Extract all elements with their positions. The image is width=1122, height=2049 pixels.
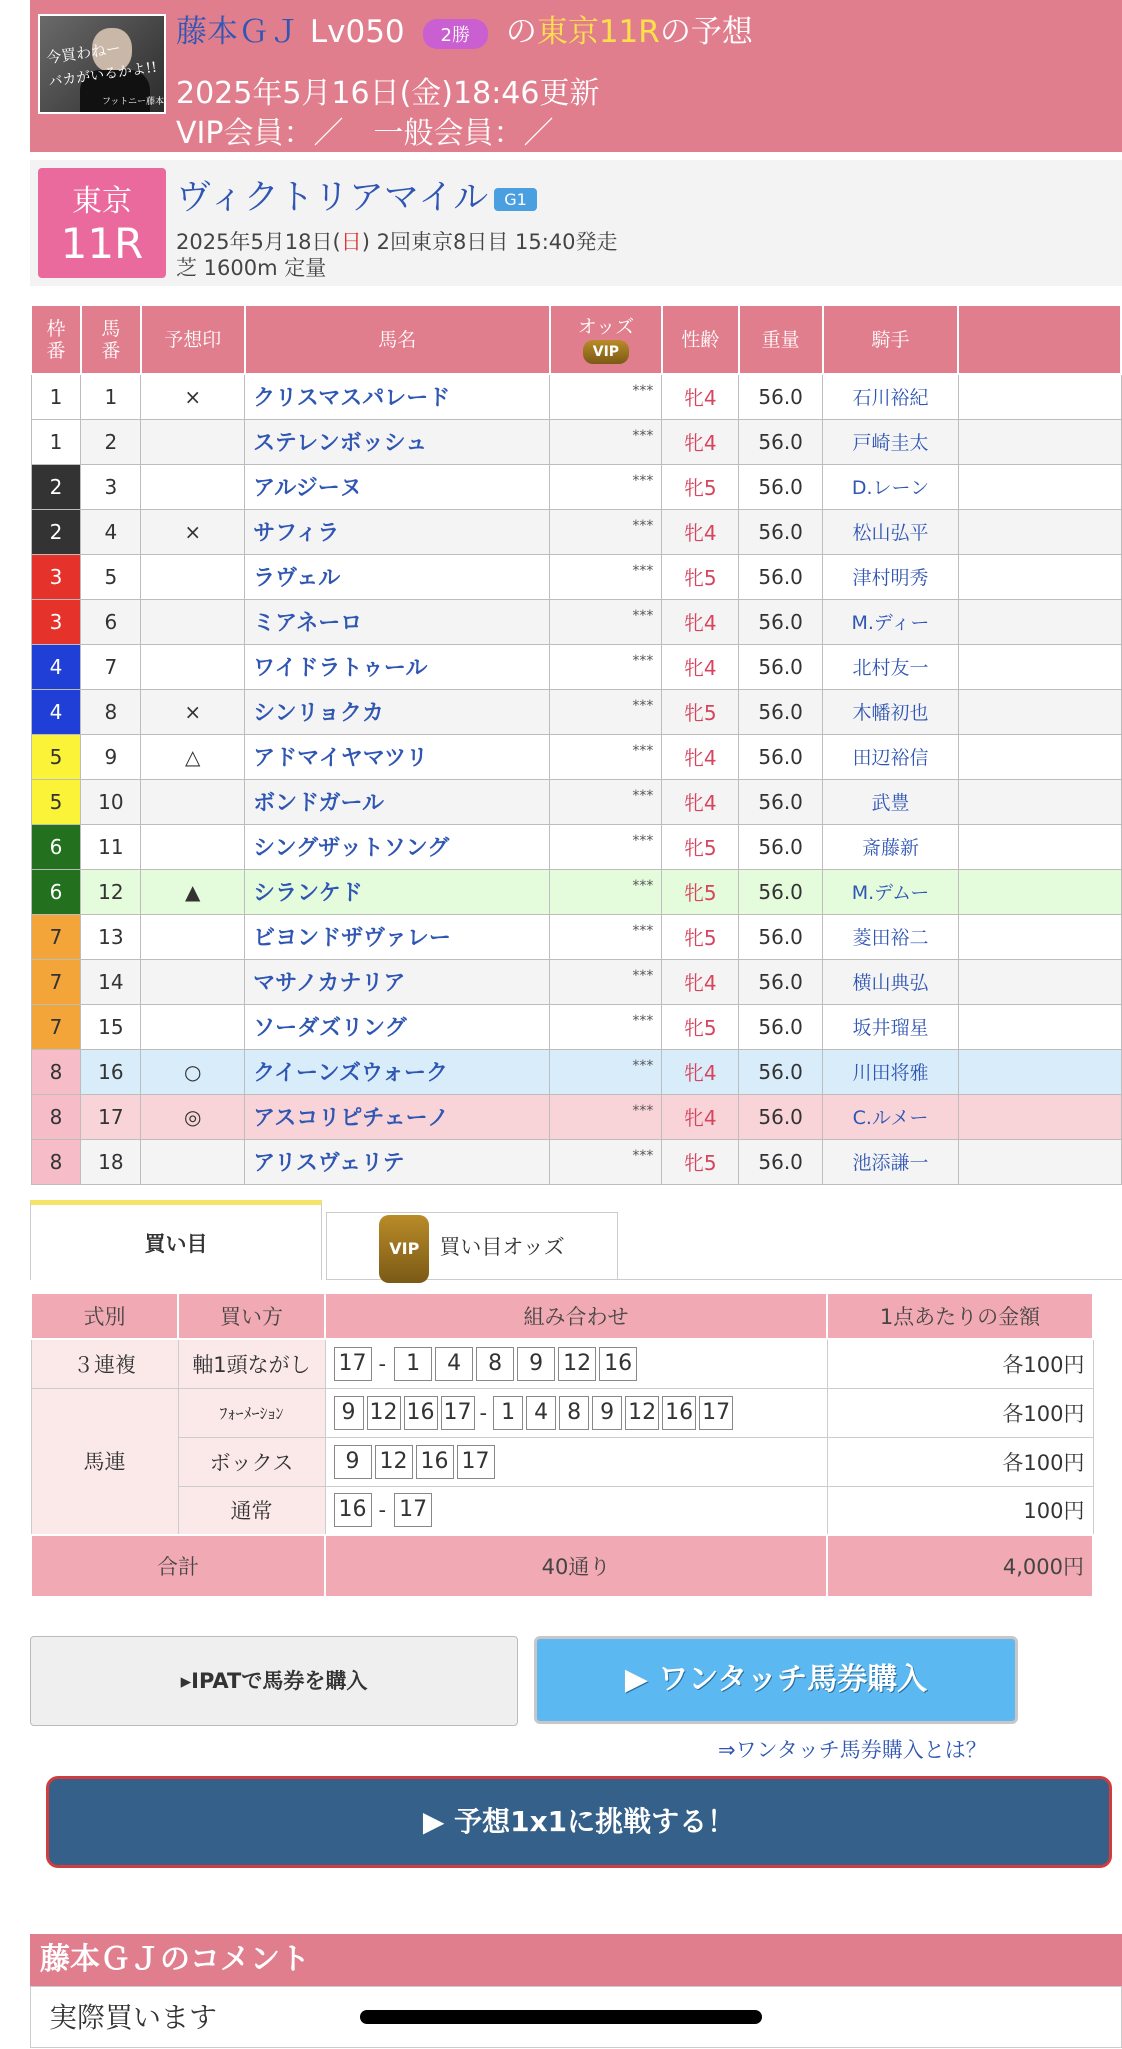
header-odds: [550, 306, 662, 374]
extra-cell: [958, 554, 1121, 599]
horse-number-box: 17: [394, 1493, 432, 1527]
race-title[interactable]: ヴィクトリアマイル: [176, 178, 489, 218]
mark-cell: [141, 419, 245, 464]
horse-number-box: 17: [699, 1396, 733, 1430]
odds-cell: ***: [550, 1139, 662, 1184]
weight-cell: 56.0: [739, 1094, 823, 1139]
table-row[interactable]: [31, 509, 1121, 554]
bet-amount: 100円: [827, 1486, 1093, 1535]
header-combination: 組み合わせ: [325, 1293, 827, 1339]
umaban-cell: 14: [81, 959, 141, 1004]
sexage-cell: 牝5: [662, 824, 739, 869]
tab-buy-odds[interactable]: [326, 1212, 618, 1280]
umaban-cell: 18: [81, 1139, 141, 1184]
umaban-cell: 7: [81, 644, 141, 689]
waku-cell: 4: [31, 689, 81, 734]
bet-amount: 各100円: [827, 1437, 1093, 1486]
jockey-cell[interactable]: 松山弘平: [823, 509, 959, 554]
table-row[interactable]: [31, 824, 1121, 869]
table-row[interactable]: [31, 374, 1121, 419]
odds-cell: ***: [550, 734, 662, 779]
jockey-cell[interactable]: 戸崎圭太: [823, 419, 959, 464]
avatar-caption: フットニー藤本: [102, 97, 165, 107]
race-name: [176, 170, 537, 220]
weight-cell: 56.0: [739, 464, 823, 509]
race-date-text: ) 2回東京8日目 15:40発走: [361, 230, 618, 254]
horse-number-box: 16: [662, 1396, 696, 1430]
horse-number-box: 16: [334, 1493, 372, 1527]
bet-amount: 各100円: [827, 1339, 1093, 1388]
table-row[interactable]: [31, 959, 1121, 1004]
bet-row-quinella-formation: [31, 1388, 1093, 1437]
bet-combination: [325, 1339, 827, 1388]
mark-cell: ×: [141, 374, 245, 419]
horse-name-cell[interactable]: マサノカナリア: [245, 959, 550, 1004]
extra-cell: [958, 509, 1121, 554]
horse-name-cell[interactable]: アスコリピチェーノ: [245, 1094, 550, 1139]
horse-name-cell[interactable]: シランケド: [245, 869, 550, 914]
extra-cell: [958, 914, 1121, 959]
sexage-cell: 牝4: [662, 734, 739, 779]
horse-name-cell[interactable]: シンリョクカ: [245, 689, 550, 734]
umaban-cell: 6: [81, 599, 141, 644]
header-jockey: 騎手: [823, 306, 959, 374]
predictor-avatar[interactable]: [38, 14, 166, 114]
weight-cell: 56.0: [739, 914, 823, 959]
weight-cell: 56.0: [739, 824, 823, 869]
predictor-name[interactable]: 藤本ＧＪ: [176, 14, 300, 50]
tab-divider: [618, 1279, 1122, 1280]
sexage-cell: 牝4: [662, 1049, 739, 1094]
table-row[interactable]: [31, 1094, 1121, 1139]
mark-cell: [141, 914, 245, 959]
waku-cell: 1: [31, 374, 81, 419]
umaban-cell: 4: [81, 509, 141, 554]
race-course: 芝 1600m 定量: [176, 256, 327, 280]
umaban-cell: 15: [81, 1004, 141, 1049]
bet-row-quinella-box: [31, 1437, 1093, 1486]
avatar-caption: 今買わねー: [45, 38, 122, 68]
sexage-cell: 牝4: [662, 509, 739, 554]
horse-number-box: 12: [375, 1445, 413, 1479]
avatar-caption: バカがいるかよ!!: [47, 59, 158, 91]
comment-body: 実際買います: [30, 1986, 1122, 2048]
horse-name-cell[interactable]: ステレンボッシュ: [245, 419, 550, 464]
jockey-cell[interactable]: 川田将雅: [823, 1049, 959, 1094]
buy-table-header: [31, 1293, 1093, 1339]
table-row[interactable]: [31, 1139, 1121, 1184]
horse-number-box: 1: [394, 1347, 432, 1381]
challenge-button[interactable]: ▶ 予想1x1に挑戦する！: [46, 1776, 1112, 1868]
header-umaban-label: 馬番: [101, 317, 121, 362]
odds-cell: ***: [550, 1004, 662, 1049]
combo-separator: -: [378, 1498, 387, 1523]
odds-cell: ***: [550, 374, 662, 419]
bet-method: ﾌｫｰﾒｰｼｮﾝ: [178, 1388, 325, 1437]
horse-name-cell[interactable]: ラヴェル: [245, 554, 550, 599]
extra-cell: [958, 644, 1121, 689]
mark-cell: [141, 1139, 245, 1184]
horse-name-cell[interactable]: ボンドガール: [245, 779, 550, 824]
odds-cell: ***: [550, 554, 662, 599]
header-title: [176, 6, 753, 51]
horse-number-box: 9: [334, 1396, 364, 1430]
mark-cell: [141, 959, 245, 1004]
total-count: 40通り: [325, 1535, 827, 1597]
waku-cell: 7: [31, 959, 81, 1004]
bet-method: 通常: [178, 1486, 325, 1535]
header-sexage: 性齢: [662, 306, 739, 374]
venue-badge: [38, 168, 166, 278]
odds-cell: ***: [550, 509, 662, 554]
waku-cell: 5: [31, 779, 81, 824]
table-row[interactable]: [31, 689, 1121, 734]
jockey-cell[interactable]: 菱田裕二: [823, 914, 959, 959]
horse-number-box: 9: [592, 1396, 622, 1430]
weight-cell: 56.0: [739, 734, 823, 779]
header-weight: 重量: [739, 306, 823, 374]
mark-cell: [141, 824, 245, 869]
mark-cell: ○: [141, 1049, 245, 1094]
home-indicator[interactable]: [360, 2010, 762, 2024]
total-label: 合計: [31, 1535, 325, 1597]
table-row[interactable]: [31, 644, 1121, 689]
waku-cell: 3: [31, 599, 81, 644]
horse-number-box: 17: [441, 1396, 475, 1430]
weight-cell: 56.0: [739, 1004, 823, 1049]
table-row[interactable]: [31, 1004, 1121, 1049]
horse-number-box: 9: [517, 1347, 555, 1381]
horse-number-box: 4: [435, 1347, 473, 1381]
vip-badge: VIP: [379, 1215, 429, 1283]
extra-cell: [958, 464, 1121, 509]
mark-cell: ×: [141, 509, 245, 554]
member-status: VIP会員：／ 一般会員：／: [176, 116, 554, 151]
title-suffix: の予想: [659, 14, 753, 50]
mark-cell: [141, 599, 245, 644]
weight-cell: 56.0: [739, 1049, 823, 1094]
odds-cell: ***: [550, 689, 662, 734]
bet-method: ボックス: [178, 1437, 325, 1486]
header-bet-method: 買い方: [178, 1293, 325, 1339]
predictor-header: [30, 0, 1122, 152]
combo-separator: -: [479, 1400, 488, 1425]
waku-cell: 8: [31, 1139, 81, 1184]
sexage-cell: 牝5: [662, 464, 739, 509]
horse-number-box: 17: [457, 1445, 495, 1479]
jockey-cell[interactable]: C.ルメー: [823, 1094, 959, 1139]
horse-table-header: [31, 306, 1121, 374]
header-amount: 1点あたりの金額: [827, 1293, 1093, 1339]
odds-cell: ***: [550, 419, 662, 464]
horse-name-cell[interactable]: アリスヴェリテ: [245, 1139, 550, 1184]
jockey-cell[interactable]: 坂井瑠星: [823, 1004, 959, 1049]
horse-name-cell[interactable]: ミアネーロ: [245, 599, 550, 644]
table-row[interactable]: [31, 1049, 1121, 1094]
tab-buy[interactable]: 買い目: [30, 1200, 322, 1280]
extra-cell: [958, 1049, 1121, 1094]
horse-name-cell[interactable]: ビヨンドザヴァレー: [245, 914, 550, 959]
table-row[interactable]: [31, 554, 1121, 599]
odds-cell: ***: [550, 959, 662, 1004]
horse-name-cell[interactable]: アルジーヌ: [245, 464, 550, 509]
buy-table: [30, 1292, 1094, 1598]
header-extra: [958, 306, 1121, 374]
jockey-cell[interactable]: M.ディー: [823, 599, 959, 644]
header-umaban: [81, 306, 141, 374]
sexage-cell: 牝4: [662, 779, 739, 824]
mark-cell: [141, 554, 245, 599]
bet-type: ３連複: [31, 1339, 178, 1388]
table-row[interactable]: [31, 779, 1121, 824]
jockey-cell[interactable]: 石川裕紀: [823, 374, 959, 419]
jockey-cell[interactable]: 武豊: [823, 779, 959, 824]
waku-cell: 5: [31, 734, 81, 779]
jockey-cell[interactable]: D.レーン: [823, 464, 959, 509]
header-bet-type: 式別: [31, 1293, 178, 1339]
sexage-cell: 牝4: [662, 644, 739, 689]
weight-cell: 56.0: [739, 689, 823, 734]
horse-name-cell[interactable]: ワイドラトゥール: [245, 644, 550, 689]
weight-cell: 56.0: [739, 779, 823, 824]
weight-cell: 56.0: [739, 959, 823, 1004]
extra-cell: [958, 1004, 1121, 1049]
horse-number-box: 16: [404, 1396, 438, 1430]
weight-cell: 56.0: [739, 644, 823, 689]
weight-cell: 56.0: [739, 1139, 823, 1184]
odds-cell: ***: [550, 1094, 662, 1139]
table-row[interactable]: [31, 419, 1121, 464]
horse-number-box: 16: [599, 1347, 637, 1381]
updated-time: 2025年5月16日(金)18:46更新: [176, 76, 600, 111]
umaban-cell: 17: [81, 1094, 141, 1139]
header-mark: 予想印: [141, 306, 245, 374]
odds-cell: ***: [550, 824, 662, 869]
umaban-cell: 3: [81, 464, 141, 509]
extra-cell: [958, 419, 1121, 464]
weight-cell: 56.0: [739, 374, 823, 419]
mark-cell: △: [141, 734, 245, 779]
jockey-cell[interactable]: M.デムー: [823, 869, 959, 914]
extra-cell: [958, 824, 1121, 869]
race-label: 東京11R: [536, 14, 660, 50]
header-waku: [31, 306, 81, 374]
sexage-cell: 牝5: [662, 554, 739, 599]
jockey-cell[interactable]: 津村明秀: [823, 554, 959, 599]
horse-table: [30, 306, 1122, 1185]
horse-number-box: 9: [334, 1445, 372, 1479]
title-particle: の: [505, 14, 537, 50]
jockey-cell[interactable]: 木幡初也: [823, 689, 959, 734]
umaban-cell: 1: [81, 374, 141, 419]
weight-cell: 56.0: [739, 599, 823, 644]
umaban-cell: 16: [81, 1049, 141, 1094]
weight-cell: 56.0: [739, 509, 823, 554]
mark-cell: ◎: [141, 1094, 245, 1139]
odds-cell: ***: [550, 779, 662, 824]
race-day: 日: [340, 230, 362, 254]
odds-cell: ***: [550, 644, 662, 689]
waku-cell: 7: [31, 914, 81, 959]
table-row[interactable]: [31, 914, 1121, 959]
horse-number-box: 17: [334, 1347, 372, 1381]
horse-number-box: 8: [559, 1396, 589, 1430]
sexage-cell: 牝4: [662, 599, 739, 644]
bet-total-row: [31, 1535, 1093, 1597]
race-date-text: 2025年5月18日(: [176, 230, 341, 254]
bet-combination: [325, 1388, 827, 1437]
extra-cell: [958, 959, 1121, 1004]
extra-cell: [958, 599, 1121, 644]
table-row[interactable]: [31, 869, 1121, 914]
horse-number-box: 12: [558, 1347, 596, 1381]
weight-cell: 56.0: [739, 554, 823, 599]
jockey-cell[interactable]: 横山典弘: [823, 959, 959, 1004]
bet-amount: 各100円: [827, 1388, 1093, 1437]
horse-name-cell[interactable]: アドマイヤマツリ: [245, 734, 550, 779]
bet-combination: [325, 1486, 827, 1535]
extra-cell: [958, 869, 1121, 914]
table-row[interactable]: [31, 734, 1121, 779]
odds-cell: ***: [550, 1049, 662, 1094]
umaban-cell: 9: [81, 734, 141, 779]
umaban-cell: 13: [81, 914, 141, 959]
bet-row-quinella-normal: [31, 1486, 1093, 1535]
jockey-cell[interactable]: 田辺裕信: [823, 734, 959, 779]
horse-number-box: 8: [476, 1347, 514, 1381]
waku-cell: 3: [31, 554, 81, 599]
horse-name-cell[interactable]: クリスマスパレード: [245, 374, 550, 419]
odds-cell: ***: [550, 464, 662, 509]
umaban-cell: 5: [81, 554, 141, 599]
umaban-cell: 11: [81, 824, 141, 869]
header-waku-label: 枠番: [46, 317, 66, 362]
venue-name: 東京: [72, 184, 132, 219]
horse-name-cell[interactable]: クイーンズウォーク: [245, 1049, 550, 1094]
odds-cell: ***: [550, 914, 662, 959]
extra-cell: [958, 374, 1121, 419]
jockey-cell[interactable]: 斎藤新: [823, 824, 959, 869]
table-row[interactable]: [31, 599, 1121, 644]
waku-cell: 2: [31, 464, 81, 509]
jockey-cell[interactable]: 池添謙一: [823, 1139, 959, 1184]
wins-badge: 2勝: [423, 19, 488, 49]
header-horse-name: 馬名: [245, 306, 550, 374]
horse-name-cell[interactable]: サフィラ: [245, 509, 550, 554]
mark-cell: ▲: [141, 869, 245, 914]
umaban-cell: 10: [81, 779, 141, 824]
predictor-level: Lv050: [309, 14, 405, 50]
umaban-cell: 8: [81, 689, 141, 734]
horse-name-cell[interactable]: シングザットソング: [245, 824, 550, 869]
weight-cell: 56.0: [739, 869, 823, 914]
onetouch-purchase-button[interactable]: ▶ ワンタッチ馬券購入: [534, 1636, 1018, 1724]
horse-number-box: 4: [526, 1396, 556, 1430]
umaban-cell: 12: [81, 869, 141, 914]
sexage-cell: 牝5: [662, 1139, 739, 1184]
waku-cell: 8: [31, 1094, 81, 1139]
extra-cell: [958, 689, 1121, 734]
sexage-cell: 牝5: [662, 869, 739, 914]
grade-badge: G1: [494, 188, 537, 211]
waku-cell: 8: [31, 1049, 81, 1094]
bet-type: 馬連: [31, 1388, 178, 1535]
extra-cell: [958, 1094, 1121, 1139]
waku-cell: 7: [31, 1004, 81, 1049]
weight-cell: 56.0: [739, 419, 823, 464]
odds-cell: ***: [550, 869, 662, 914]
odds-cell: ***: [550, 599, 662, 644]
horse-name-cell[interactable]: ソーダズリング: [245, 1004, 550, 1049]
mark-cell: [141, 644, 245, 689]
mark-cell: [141, 464, 245, 509]
ipat-purchase-button[interactable]: ▸IPATで馬券を購入: [30, 1636, 518, 1726]
vip-badge: VIP: [583, 340, 629, 364]
combo-separator: -: [378, 1351, 387, 1376]
comment-header: 藤本ＧＪのコメント: [30, 1934, 1122, 1986]
table-row[interactable]: [31, 464, 1121, 509]
mark-cell: [141, 779, 245, 824]
header-odds-label: オッズ: [577, 315, 635, 338]
horse-number-box: 12: [367, 1396, 401, 1430]
waku-cell: 6: [31, 824, 81, 869]
waku-cell: 6: [31, 869, 81, 914]
sexage-cell: 牝4: [662, 959, 739, 1004]
race-number: 11R: [60, 219, 144, 268]
tab-buy-odds-label: 買い目オッズ: [439, 1235, 565, 1259]
umaban-cell: 2: [81, 419, 141, 464]
waku-cell: 2: [31, 509, 81, 554]
sexage-cell: 牝4: [662, 419, 739, 464]
horse-number-box: 12: [625, 1396, 659, 1430]
mark-cell: ×: [141, 689, 245, 734]
onetouch-info-link[interactable]: ⇒ワンタッチ馬券購入とは？: [718, 1738, 987, 1762]
race-info: [30, 160, 1122, 286]
extra-cell: [958, 1139, 1121, 1184]
bet-row-trio: [31, 1339, 1093, 1388]
waku-cell: 4: [31, 644, 81, 689]
extra-cell: [958, 734, 1121, 779]
sexage-cell: 牝4: [662, 1094, 739, 1139]
total-amount: 4,000円: [827, 1535, 1093, 1597]
extra-cell: [958, 779, 1121, 824]
sexage-cell: 牝5: [662, 689, 739, 734]
horse-number-box: 1: [493, 1396, 523, 1430]
bet-method: 軸1頭ながし: [178, 1339, 325, 1388]
sexage-cell: 牝5: [662, 914, 739, 959]
waku-cell: 1: [31, 419, 81, 464]
jockey-cell[interactable]: 北村友一: [823, 644, 959, 689]
mark-cell: [141, 1004, 245, 1049]
bet-combination: [325, 1437, 827, 1486]
sexage-cell: 牝5: [662, 1004, 739, 1049]
horse-number-box: 16: [416, 1445, 454, 1479]
sexage-cell: 牝4: [662, 374, 739, 419]
